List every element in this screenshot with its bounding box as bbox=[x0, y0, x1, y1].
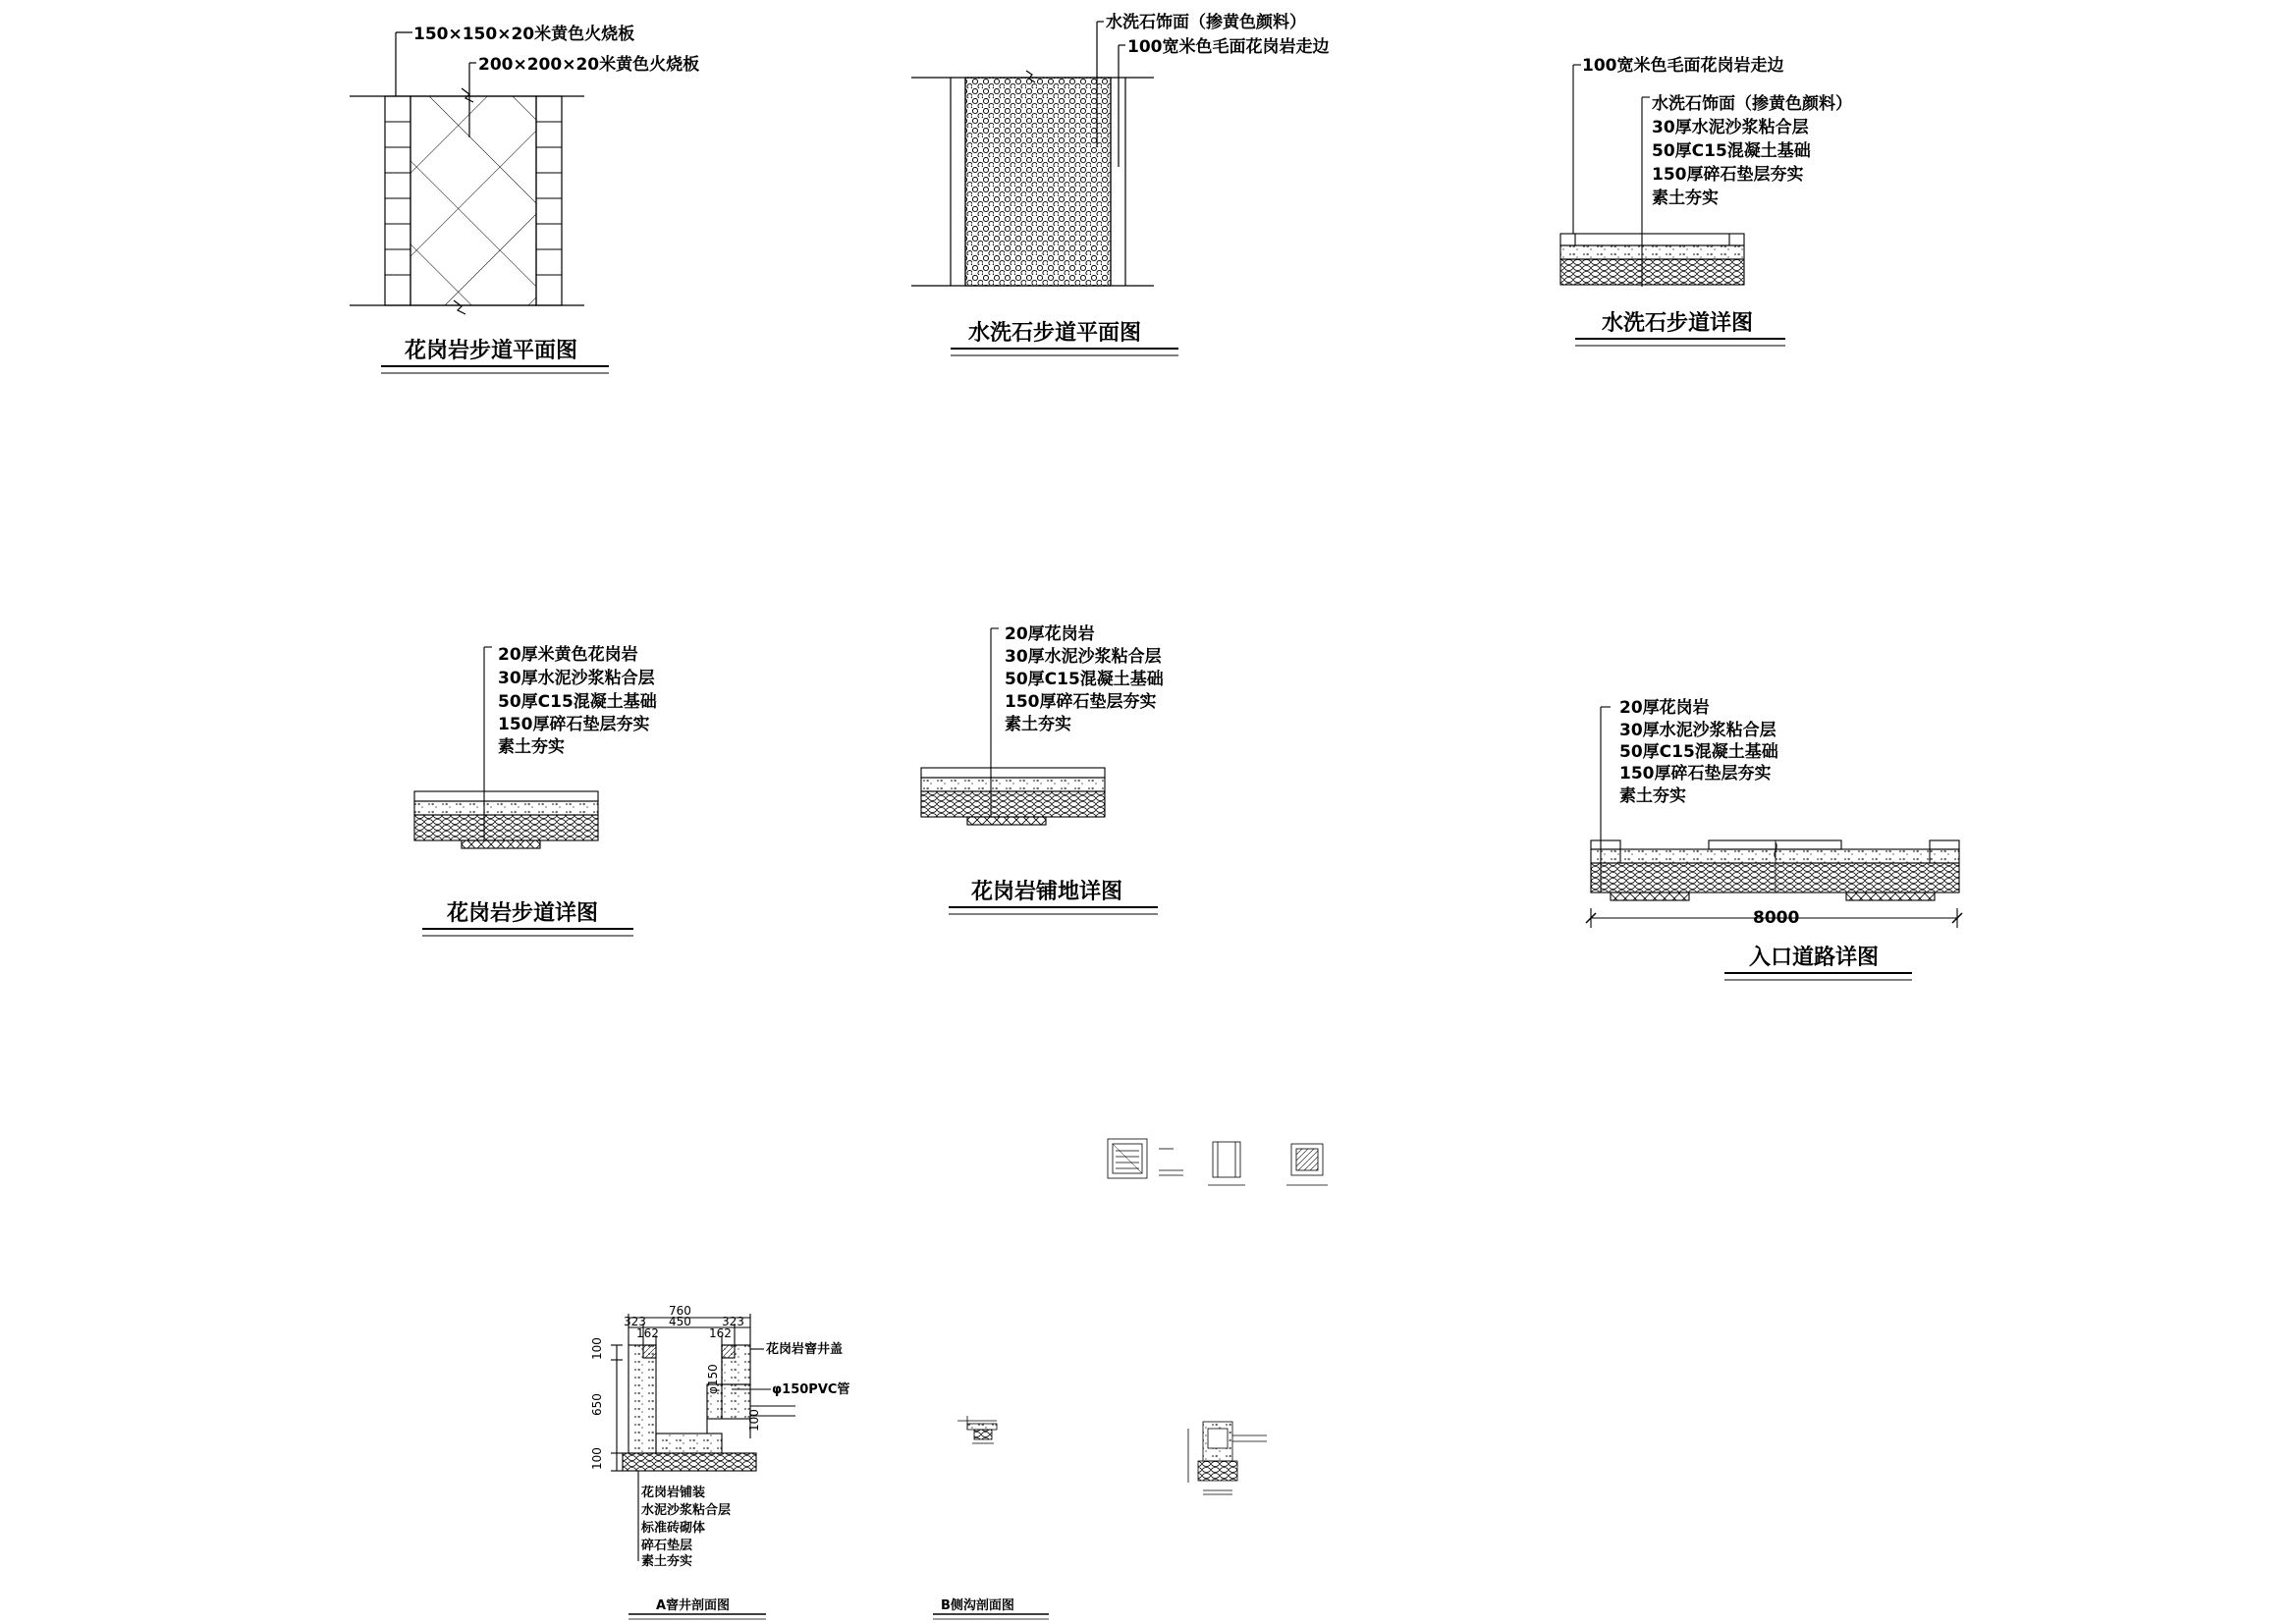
well-section-title: A窨井剖面图 bbox=[656, 1598, 731, 1613]
entrance-road-label-2: 30厚水泥沙浆粘合层 bbox=[1619, 721, 1777, 740]
well-dim-left-100-bottom: 100 bbox=[590, 1447, 604, 1470]
well-callout-cover: 花岗岩窨井盖 bbox=[766, 1342, 844, 1357]
terrazzo-detail-label-3: 30厚水泥沙浆粘合层 bbox=[1652, 118, 1809, 137]
ditch-section-drawing bbox=[957, 1416, 1267, 1494]
granite-paving-label-1: 20厚花岗岩 bbox=[1005, 624, 1095, 644]
granite-path-title: 花岗岩步道详图 bbox=[447, 901, 599, 926]
granite-paving-label-5: 素土夯实 bbox=[1005, 715, 1071, 734]
granite-plan-drawing bbox=[350, 32, 584, 314]
terrazzo-plan-label-1: 水洗石饰面（掺黄色颜料） bbox=[1106, 13, 1306, 32]
entrance-road-label-5: 素土夯实 bbox=[1619, 786, 1686, 806]
granite-path-label-5: 素土夯实 bbox=[498, 737, 565, 757]
granite-paving-label-2: 30厚水泥沙浆粘合层 bbox=[1005, 647, 1162, 667]
granite-path-label-3: 50厚C15混凝土基础 bbox=[498, 692, 657, 712]
well-dim-left-650: 650 bbox=[590, 1393, 604, 1416]
granite-paving-label-4: 150厚碎石垫层夯实 bbox=[1005, 692, 1157, 712]
granite-plan-label-1: 150×150×20米黄色火烧板 bbox=[413, 25, 635, 44]
well-callout-4: 碎石垫层 bbox=[641, 1539, 693, 1553]
entrance-road-title: 入口道路详图 bbox=[1749, 946, 1880, 970]
terrazzo-plan-title: 水洗石步道平面图 bbox=[968, 321, 1142, 346]
well-dim-162-right: 162 bbox=[709, 1326, 732, 1340]
granite-plan-label-2: 200×200×20米黄色火烧板 bbox=[478, 55, 700, 75]
well-dim-450: 450 bbox=[669, 1315, 691, 1328]
entrance-road-label-4: 150厚碎石垫层夯实 bbox=[1619, 764, 1772, 784]
entrance-road-label-3: 50厚C15混凝土基础 bbox=[1619, 742, 1778, 762]
well-callout-pipe: φ150PVC管 bbox=[772, 1382, 850, 1397]
terrazzo-detail-label-2: 水洗石饰面（掺黄色颜料） bbox=[1652, 94, 1852, 114]
terrazzo-detail-label-1: 100宽米色毛面花岗岩走边 bbox=[1582, 56, 1784, 76]
well-dim-162-left: 162 bbox=[636, 1326, 659, 1340]
granite-path-label-1: 20厚米黄色花岗岩 bbox=[498, 645, 638, 665]
terrazzo-detail-title: 水洗石步道详图 bbox=[1602, 311, 1754, 336]
terrazzo-detail-label-6: 素土夯实 bbox=[1652, 189, 1719, 208]
terrazzo-detail-label-4: 50厚C15混凝土基础 bbox=[1652, 141, 1811, 161]
well-dim-323-right: 323 bbox=[722, 1315, 744, 1328]
well-callout-1: 花岗岩铺装 bbox=[641, 1486, 706, 1500]
granite-plan-title: 花岗岩步道平面图 bbox=[405, 339, 578, 363]
well-dim-pipe: φ150 bbox=[706, 1364, 720, 1394]
well-dim-323-left: 323 bbox=[624, 1315, 646, 1328]
granite-path-label-4: 150厚碎石垫层夯实 bbox=[498, 715, 650, 734]
entrance-road-label-1: 20厚花岗岩 bbox=[1619, 698, 1710, 718]
well-dim-right-100: 100 bbox=[747, 1409, 761, 1432]
ditch-section-title: B侧沟剖面图 bbox=[941, 1598, 1014, 1613]
well-callout-2: 水泥沙浆粘合层 bbox=[641, 1503, 732, 1518]
well-dim-760: 760 bbox=[669, 1304, 691, 1318]
thumbnail-details bbox=[1108, 1139, 1328, 1185]
entrance-road-dimension: 8000 bbox=[1753, 908, 1800, 928]
granite-paving-title: 花岗岩铺地详图 bbox=[971, 880, 1123, 904]
terrazzo-plan-label-2: 100宽米色毛面花岗岩走边 bbox=[1127, 37, 1330, 57]
terrazzo-plan-drawing bbox=[911, 22, 1154, 286]
well-callout-5: 素土夯实 bbox=[641, 1554, 693, 1569]
well-callout-3: 标准砖砌体 bbox=[641, 1521, 706, 1536]
well-dim-left-100-top: 100 bbox=[590, 1337, 604, 1360]
granite-paving-label-3: 50厚C15混凝土基础 bbox=[1005, 670, 1164, 689]
granite-path-label-2: 30厚水泥沙浆粘合层 bbox=[498, 669, 655, 688]
terrazzo-detail-label-5: 150厚碎石垫层夯实 bbox=[1652, 165, 1804, 185]
